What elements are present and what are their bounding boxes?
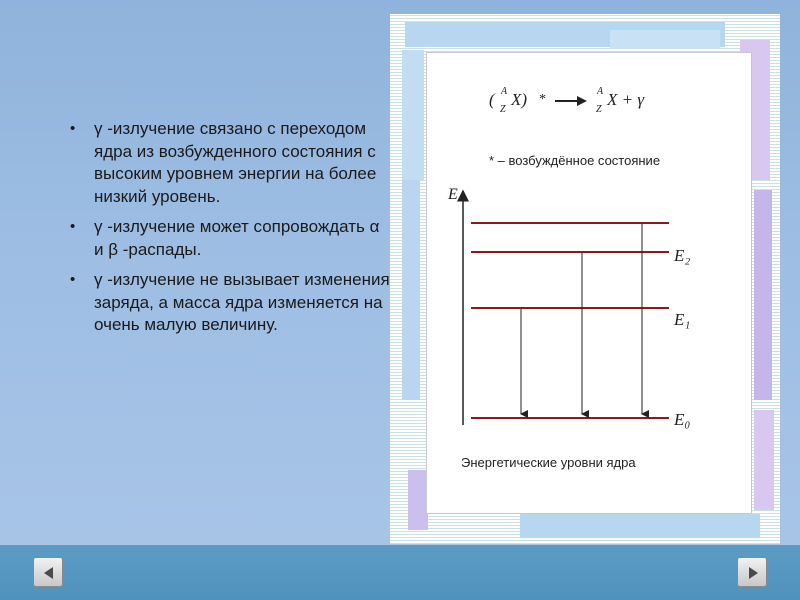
excited-state-note: * – возбуждённое состояние — [489, 153, 661, 168]
energy-level-figure — [426, 52, 752, 514]
formula-charge-number-product: Z — [596, 104, 602, 115]
formula-mass-number-product: A — [597, 86, 604, 97]
formula-excited-star: * — [539, 92, 546, 107]
decor-block — [408, 470, 428, 530]
formula-nucleus: X) — [511, 90, 528, 109]
decor-block — [520, 514, 760, 538]
decor-block — [610, 30, 720, 48]
bullet-item: • γ -излучение не вызывает изменения заряда, а масса ядра изменяется на очень малую величину. — [70, 269, 390, 337]
arrow-left-icon — [41, 565, 57, 581]
bullet-item: • γ -излучение может сопровождать α и β -распады. — [70, 216, 390, 261]
formula-charge-number: Z — [500, 104, 506, 115]
decay-formula — [489, 86, 645, 115]
formula-open-paren: ( — [489, 90, 495, 109]
energy-level-label-e1: E₁ — [674, 310, 691, 329]
decor-block — [402, 180, 420, 400]
formula-arrow-head — [577, 96, 587, 106]
decor-block — [754, 410, 774, 510]
figure-caption: Энергетические уровни ядра — [461, 455, 636, 470]
energy-level-label-e2: E₂ — [674, 246, 691, 265]
energy-axis-label: E — [448, 186, 458, 203]
decor-block — [402, 50, 424, 180]
energy-level-label-e0: E₀ — [674, 410, 691, 429]
bullet-list — [70, 118, 390, 345]
decor-block — [754, 190, 772, 400]
bullet-item: • γ -излучение связано с переходом ядра из возбужденного состояния с высоким уровнем энергии на более низкий уровень. — [70, 118, 390, 208]
formula-products: X + γ — [607, 90, 645, 109]
arrow-right-icon — [745, 565, 761, 581]
footer-band — [0, 545, 800, 600]
energy-level-diagram — [427, 53, 751, 513]
formula-mass-number: A — [501, 86, 508, 97]
prev-slide-button[interactable] — [33, 557, 63, 587]
next-slide-button[interactable] — [737, 557, 767, 587]
